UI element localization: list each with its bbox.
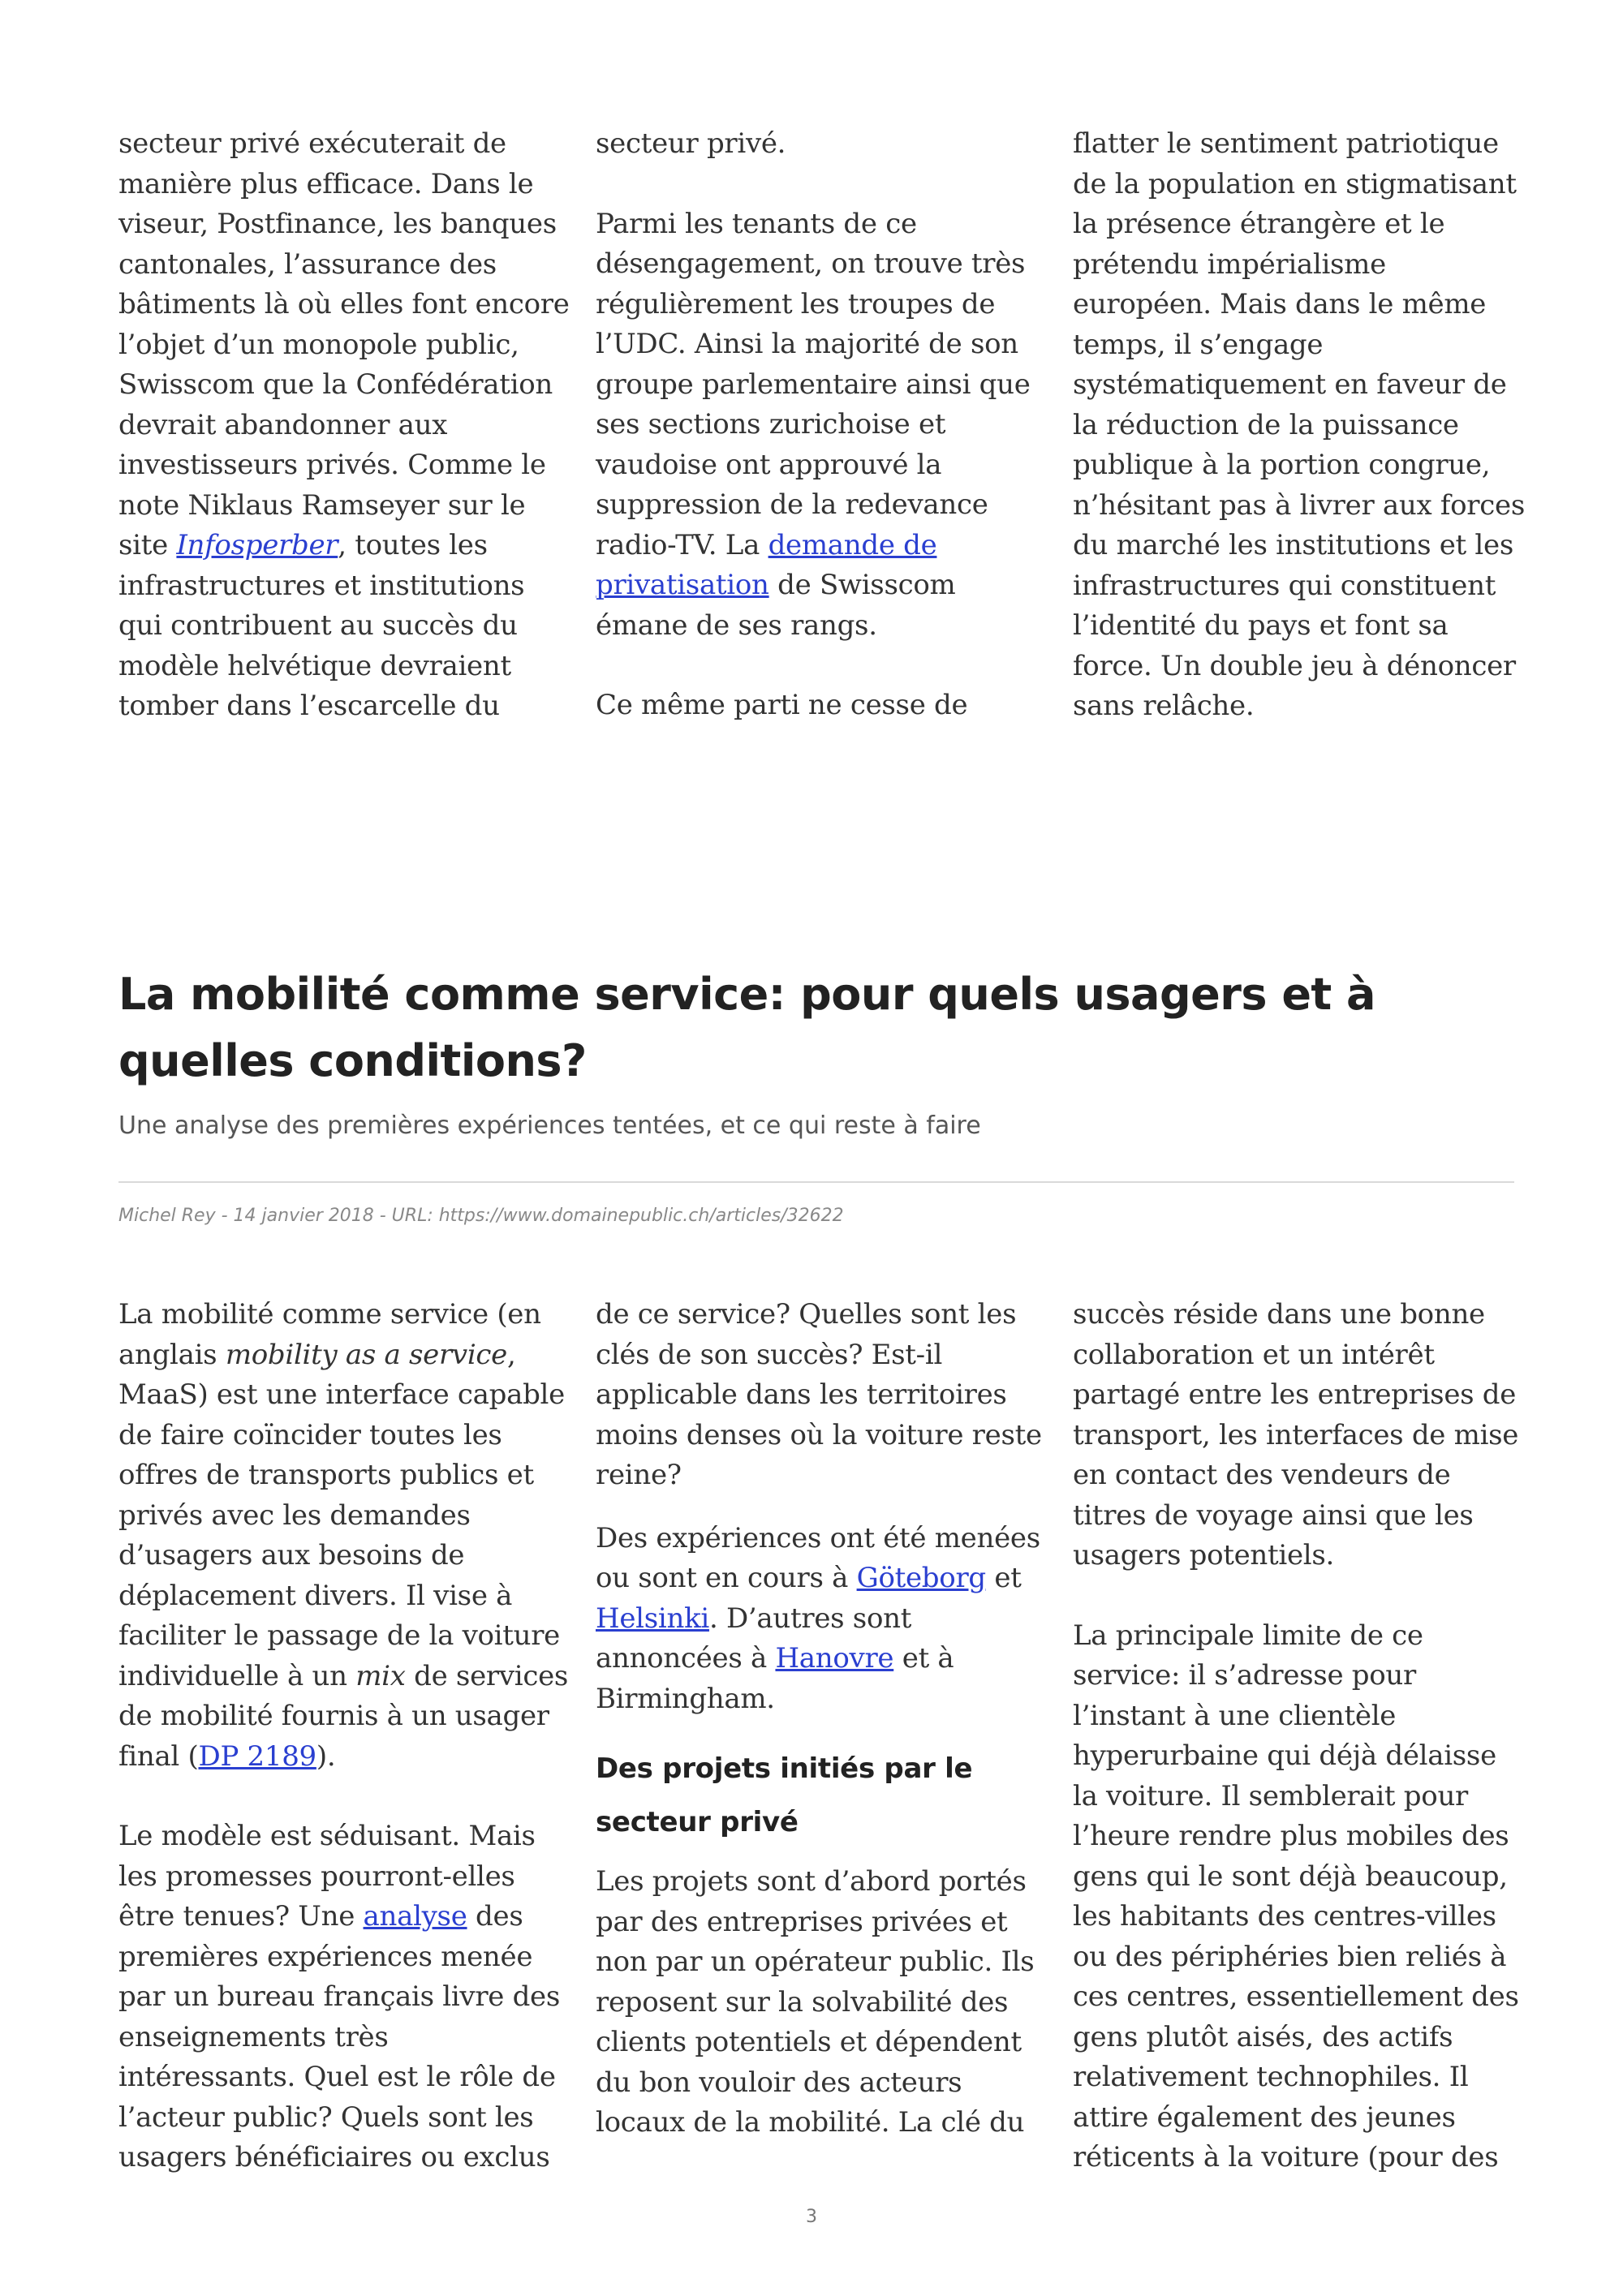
helsinki-link[interactable]: Helsinki bbox=[596, 1602, 709, 1635]
infosperber-link[interactable]: Infosperber bbox=[176, 529, 338, 561]
paragraph: La principale limite de ce service: il s’adresse pour l’instant à une clientèle hyperurbaine qui déjà délaisse la voiture. Il semblerait pour l’heure rendre plus mobiles des gens qui le sont déjà beaucoup, les habitants des centres-villes ou des périphéries bien reliés à ces centres, essentiellement des gens plutôt aisés, des actifs relativement technophiles. Il attire également des jeunes réticents à la voiture (pour des bbox=[1073, 1619, 1519, 2173]
paragraph: flatter le sentiment patriotique de la population en stigmatisant la présence étrangère et le prétendu impérialisme européen. Mais dans le même temps, il s’engage systématiquement en faveur de la réduction de la puissance publique à la portion congrue, n’hésitant pas à livrer aux forces du marché les institutions et les infrastructures qui constituent l’identité du pays et font sa force. Un double jeu à dénoncer sans relâche. bbox=[1073, 127, 1525, 722]
paragraph: Le modèle est séduisant. Mais les promesses pourront-elles être tenues? Une analyse des premières expériences menée par un bureau français livre des enseignements très intéressants. Quel est le rôle de l’acteur public? Quels sont les usagers bénéficiaires ou exclus bbox=[118, 1820, 561, 2173]
prev-article-column-2 bbox=[596, 124, 1050, 766]
article-column-1 bbox=[118, 1295, 573, 2218]
paragraph: Ce même parti ne cesse de bbox=[596, 689, 968, 721]
hanovre-link[interactable]: Hanovre bbox=[775, 1642, 894, 1675]
goteborg-link[interactable]: Göteborg bbox=[856, 1562, 986, 1594]
page-number: 3 bbox=[806, 2207, 817, 2227]
paragraph: Des expériences ont été menées ou sont en cours à Göteborg et Helsinki. D’autres sont annoncées à Hanovre et à Birmingham. bbox=[596, 1521, 1040, 1715]
analyse-link[interactable]: analyse bbox=[363, 1900, 467, 1933]
prev-article-column-1 bbox=[118, 124, 573, 767]
paragraph: Parmi les tenants de ce désengagement, on trouve très régulièrement les troupes de l’UDC. Ainsi la majorité de son groupe parlementaire ainsi que ses sections zurichoise et vaudoise ont approuvé la suppression de la redevance radio-TV. La demande de privatisation de Swisscom émane de ses rangs. bbox=[596, 207, 1031, 642]
prev-article-column-3 bbox=[1073, 124, 1527, 767]
paragraph: Les projets sont d’abord portés par des entreprises privées et non par un opérateur public. Ils reposent sur la solvabilité des clients potentiels et dépendent du bon vouloir des acteurs locaux de la mobilité. La clé du bbox=[596, 1865, 1035, 2139]
article-subtitle: Une analyse des premières expériences tentées, et ce qui reste à faire bbox=[118, 1111, 981, 1140]
article-title: La mobilité comme service: pour quels usagers et à quelles conditions? bbox=[118, 969, 1375, 1086]
paragraph: succès réside dans une bonne collaboration et un intérêt partagé entre les entreprises de transport, les interfaces de mise en contact des vendeurs de titres de voyage ainsi que les usagers potentiels. bbox=[1073, 1298, 1519, 1572]
article-meta: Michel Rey - 14 janvier 2018 - URL: https://www.domainepublic.ch/articles/32622 bbox=[118, 1206, 844, 1226]
divider bbox=[118, 1181, 1514, 1183]
paragraph: secteur privé exécuterait de manière plus efficace. Dans le viseur, Postfinance, les banques cantonales, l’assurance des bâtiments là où elles font encore l’objet d’un monopole public, Swisscom que la Confédération devrait abandonner aux investisseurs privés. Comme le note Niklaus Ramseyer sur le site Infosperber, toutes les infrastructures et institutions qui contribuent au succès du modèle helvétique devraient tomber dans l’escarcelle du bbox=[118, 127, 570, 722]
dp-2189-link[interactable]: DP 2189 bbox=[198, 1739, 316, 1773]
paragraph: secteur privé. bbox=[596, 127, 786, 160]
paragraph: de ce service? Quelles sont les clés de son succès? Est-il applicable dans les territoires moins denses où la voiture reste reine? bbox=[596, 1298, 1042, 1491]
article-column-2 bbox=[596, 1295, 1050, 2183]
privatisation-link[interactable]: demande de privatisation bbox=[596, 528, 937, 601]
paragraph: La mobilité comme service (en anglais mobility as a service, MaaS) est une interface capable de faire coïncider toutes les offres de transports publics et privés avec les demandes d’usagers aux besoins de déplacement divers. Il vise à faciliter le passage de la voiture individuelle à un mix de services de mobilité fournis à un usager final (DP 2189). bbox=[118, 1298, 569, 1773]
section-subheading: Des projets initiés par le secteur privé bbox=[596, 1752, 973, 1838]
article-column-3 bbox=[1073, 1295, 1527, 2218]
